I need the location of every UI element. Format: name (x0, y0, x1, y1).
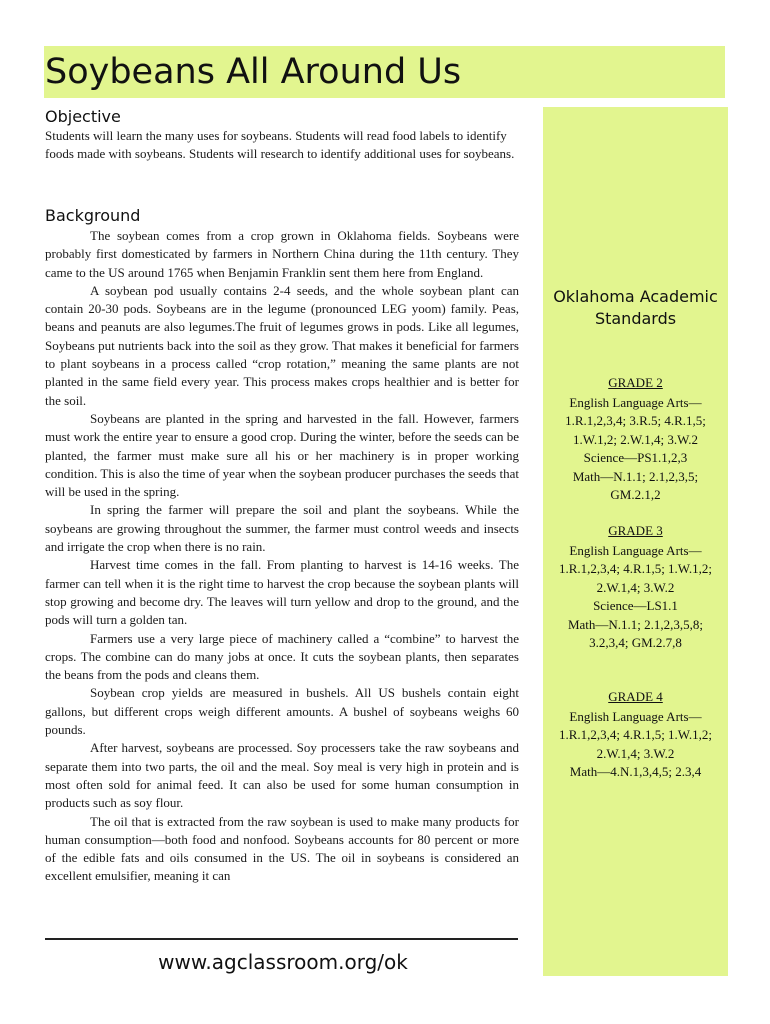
grade-4-standards (543, 688, 728, 782)
standard-line: 2.W.1,4; 3.W.2 (596, 579, 675, 595)
standard-line: English Language Arts— (569, 708, 702, 724)
standard-line: 1.W.1,2; 2.W.1,4; 3.W.2 (573, 431, 698, 447)
grade-heading: GRADE 4 (608, 689, 663, 704)
background-paragraph: After harvest, soybeans are processed. Soy processers take the raw soybeans and separate them into two parts, the oil and the meal. Soy meal is very high in protein and is most often sold for animal feed. It can also be used for some human consumption in products such as soy flour. (45, 740, 519, 811)
standard-line: English Language Arts— (569, 542, 702, 558)
standard-line: English Language Arts— (569, 394, 702, 410)
grade-heading: GRADE 2 (608, 375, 663, 390)
standard-line: Science—LS1.1 (593, 598, 678, 613)
background-paragraph: The oil that is extracted from the raw soybean is used to make many products for human consumption—both food and nonfood. Soybeans accounts for 80 percent or more of the edible fats and oils consumed in the US. The oil in soybeans is considered an excellent emulsifier, meaning it can (45, 813, 519, 884)
background-paragraph: Soybeans are planted in the spring and harvested in the fall. However, farmers must work the entire year to ensure a good crop. During the winter, before the seeds can be planted, the farmer must make sure all his or her machinery is in proper working condition. This is also the time of year when the soybean producer purchases the seeds that will be used in the spring. (45, 410, 519, 500)
standard-line: 1.R.1,2,3,4; 3.R.5; 4.R.1,5; (565, 413, 706, 428)
background-paragraph: In spring the farmer will prepare the soil and plant the soybeans. While the soybeans are growing throughout the summer, the farmer must control weeds and insects and irrigate the crop when there is no rain. (45, 502, 519, 555)
website-link[interactable]: www.agclassroom.org/ok (158, 950, 408, 974)
standard-line: 2.W.1,4; 3.W.2 (596, 745, 675, 761)
background-paragraph: The soybean comes from a crop grown in Oklahoma fields. Soybeans were probably first domesticated by farmers in Northern China during the 11th century. They came to the US around 1765 when Benjamin Franklin sent them here from England. (45, 228, 519, 280)
standard-line: 1.R.1,2,3,4; 4.R.1,5; 1.W.1,2; (558, 727, 712, 742)
grade-heading: GRADE 3 (608, 523, 663, 538)
standard-line: GM.2.1,2 (610, 487, 661, 502)
footer-divider (45, 938, 518, 940)
standard-line: Math—N.1.1; 2.1,2,3,5; (572, 468, 699, 484)
standard-line: 1.R.1,2,3,4; 4.R.1,5; 1.W.1,2; (558, 561, 712, 576)
grade-2-standards (543, 374, 728, 505)
grade-3-standards (543, 522, 728, 653)
page-title: Soybeans All Around Us (45, 52, 462, 92)
background-paragraph: Soybean crop yields are measured in bushels. All US bushels contain eight gallons, but different crops weigh different amounts. A bushel of soybeans weighs 60 pounds. (45, 685, 519, 738)
background-paragraph: Farmers use a very large piece of machinery called a “combine” to harvest the crops. The combine can do many jobs at once. It cuts the soybean plants, then separates the beans from the pods and cleans them. (45, 630, 519, 683)
standard-line: Math—4.N.1,3,4,5; 2.3,4 (569, 764, 702, 779)
standard-line: Science—PS1.1,2,3 (583, 450, 688, 465)
background-paragraph: Harvest time comes in the fall. From planting to harvest is 14-16 weeks. The farmer can tell when it is the right time to harvest the crop because the soybean plants will stop growing and become dry. The leaves will turn yellow and drop to the ground, and the pods will turn a golden tan. (45, 557, 519, 628)
background-text (45, 227, 519, 886)
standards-title: Oklahoma Academic Standards (553, 287, 718, 328)
objective-text: Students will learn the many uses for soybeans. Students will read food labels to identify foods made with soybeans. Students will research to identify additional uses for soybeans. (45, 128, 515, 162)
background-paragraph: A soybean pod usually contains 2-4 seeds, and the whole soybean plant can contain 20-30 pods. Soybeans are in the legume (pronounced LEG yoom) family. Peas, beans and peanuts are also legumes.The fruit of legumes grows in pods. Like all legumes, Soybeans put nutrients back into the soil as they grow. That makes it beneficial for farmers to plant soybeans in a process called “crop rotation,” meaning the same plants are not planted in the same field every year. This process makes crops healthier and is better for the soil. (45, 282, 519, 408)
background-heading: Background (45, 206, 141, 225)
standard-line: Math—N.1.1; 2.1,2,3,5,8; (567, 616, 704, 632)
standard-line: 3.2,3,4; GM.2.7,8 (589, 635, 682, 650)
objective-heading: Objective (45, 107, 121, 126)
